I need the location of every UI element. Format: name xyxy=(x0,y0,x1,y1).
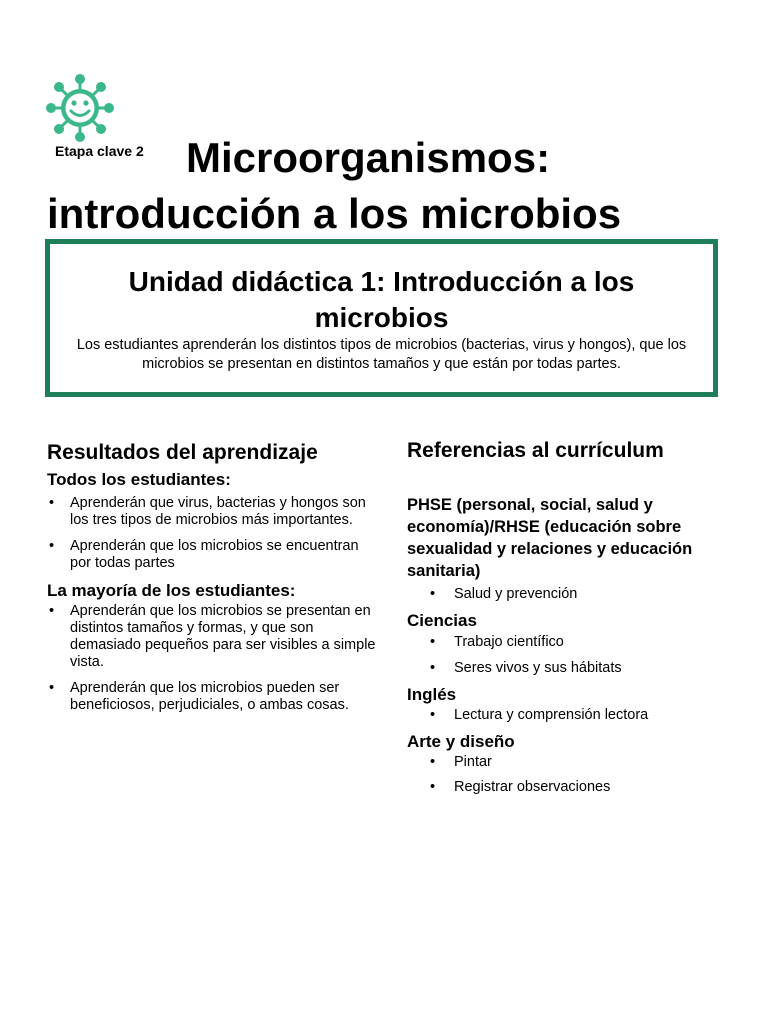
list-item: • Lectura y comprensión lectora xyxy=(407,707,737,724)
all-students-list xyxy=(47,495,377,572)
list-item: • Seres vivos y sus hábitats xyxy=(407,660,737,677)
subject-art-label: Arte y diseño xyxy=(407,732,515,751)
list-item: • Aprenderán que los microbios pueden ser beneficiosos, perjudiciales, o ambas cosas. xyxy=(47,680,377,714)
list-item: • Aprenderán que los microbios se encuentran por todas partes xyxy=(47,538,377,572)
unit-summary-box xyxy=(45,239,718,397)
unit-title: Unidad didáctica 1: Introducción a los microbios xyxy=(128,266,635,333)
curriculum-heading: Referencias al currículum xyxy=(407,439,664,462)
curriculum-section xyxy=(407,438,737,796)
smiling-microbe-logo-icon xyxy=(44,73,116,143)
list-item: • Registrar observaciones xyxy=(407,779,737,796)
subject-science-label: Ciencias xyxy=(407,611,477,630)
group-most-students-label: La mayoría de los estudiantes: xyxy=(47,581,296,600)
phse-list xyxy=(407,586,737,603)
most-students-list xyxy=(47,603,377,714)
list-item: • Salud y prevención xyxy=(407,586,737,603)
english-list xyxy=(407,707,737,724)
art-list xyxy=(407,754,737,796)
key-stage-label: Etapa clave 2 xyxy=(55,143,144,159)
learning-outcomes-section xyxy=(47,440,377,714)
subject-phse-label: PHSE (personal, social, salud y economía)/RHSE (educación sobre sexualidad y relaciones y educación sanitaria) xyxy=(407,496,693,580)
list-item: • Aprenderán que los microbios se presentan en distintos tamaños y formas, y que son demasiado pequeños para ser visibles a simple vista. xyxy=(47,603,377,671)
list-item: • Pintar xyxy=(407,754,737,771)
list-item: • Trabajo científico xyxy=(407,634,737,651)
science-list xyxy=(407,634,737,677)
page-title-line-2: introducción a los microbios xyxy=(47,190,622,237)
unit-description: Los estudiantes aprenderán los distintos tipos de microbios (bacterias, virus y hongos), que los microbios se presentan en distintos tamaños y que están por todas partes. xyxy=(76,337,687,372)
subject-english-label: Inglés xyxy=(407,685,457,704)
page-title-line-1: Microorganismos: xyxy=(186,134,551,181)
list-item: • Aprenderán que virus, bacterias y hongos son los tres tipos de microbios más importantes. xyxy=(47,495,377,529)
group-all-students-label: Todos los estudiantes: xyxy=(47,470,231,489)
learning-outcomes-heading: Resultados del aprendizaje xyxy=(47,441,318,464)
